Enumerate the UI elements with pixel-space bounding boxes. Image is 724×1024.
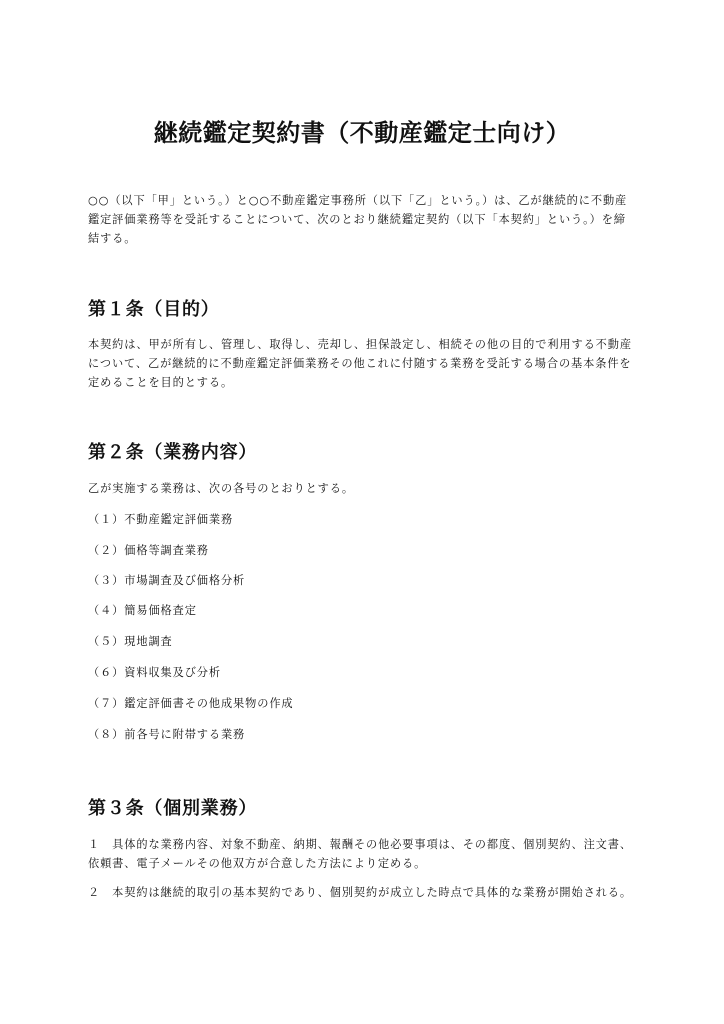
list-item: （５）現地調査 <box>88 635 173 648</box>
article-3-clause-2 <box>88 883 648 902</box>
list-item: （３）市場調査及び価格分析 <box>88 574 246 587</box>
article-3-line: １ 具体的な業務内容、対象不動産、納期、報酬その他必要事項は、その都度、個別契約、注文書、 <box>88 838 632 851</box>
article-1-heading: 第１条（目的） <box>88 299 220 320</box>
preamble-line: 鑑定評価業務等を受託することについて、次のとおり継続鑑定契約（以下「本契約」という。）を締 <box>88 213 626 226</box>
list-item: （６）資料収集及び分析 <box>88 666 221 679</box>
list-item: （７）鑑定評価書その他成果物の作成 <box>88 697 294 710</box>
preamble-line: ○○（以下「甲」という。）と○○不動産鑑定事務所（以下「乙」という。）は、乙が継続的に不動産 <box>88 194 628 207</box>
article-3-line: 依頼書、電子メールその他双方が合意した方法により定める。 <box>88 857 427 870</box>
article-2-intro: 乙が実施する業務は、次の各号のとおりとする。 <box>88 482 354 495</box>
list-item: （１）不動産鑑定評価業務 <box>88 513 234 526</box>
article-1-line: 定めることを目的とする。 <box>88 376 234 389</box>
list-item: （４）簡易価格査定 <box>88 604 197 617</box>
article-3-heading: 第３条（個別業務） <box>88 798 258 819</box>
article-1-line: について、乙が継続的に不動産鑑定評価業務その他これに付随する業務を受託する場合の基本条件を <box>88 357 632 370</box>
article-1-line: 本契約は、甲が所有し、管理し、取得し、売却し、担保設定し、相続その他の目的で利用する不動産 <box>88 338 632 351</box>
preamble-line: 結する。 <box>88 232 137 245</box>
document-title: 継続鑑定契約書（不動産鑑定士向け） <box>153 119 571 147</box>
preamble-paragraph <box>88 191 648 248</box>
list-item: （２）価格等調査業務 <box>88 544 209 557</box>
article-1-body <box>88 335 648 392</box>
article-3-clause-1 <box>88 835 648 873</box>
article-2-heading: 第２条（業務内容） <box>88 442 258 463</box>
list-item: （８）前各号に附帯する業務 <box>88 728 246 741</box>
article-3-line: ２ 本契約は継続的取引の基本契約であり、個別契約が成立した時点で具体的な業務が開始される。 <box>88 886 632 899</box>
